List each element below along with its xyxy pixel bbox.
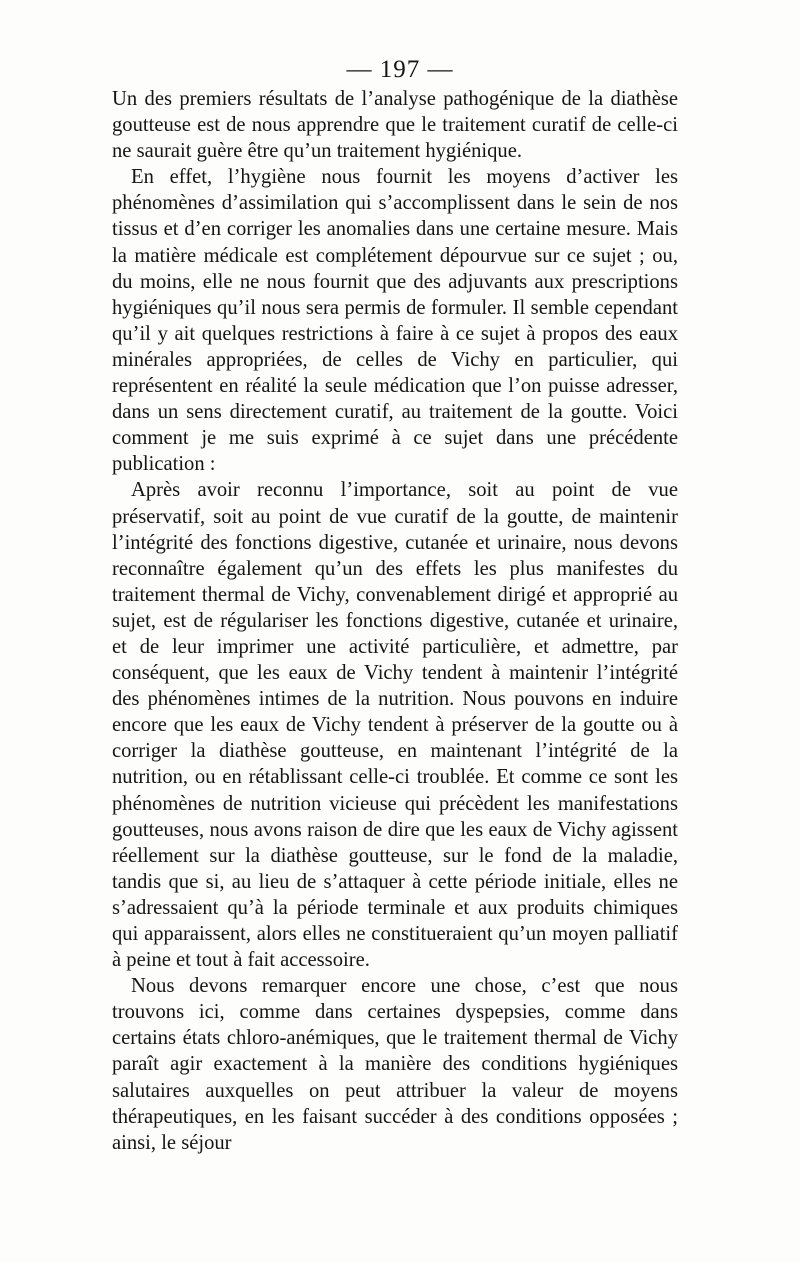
paragraph-4: Nous devons remarquer encore une chose, c’est que nous trouvons ici, comme dans certaines dyspepsies, comme dans certains états chloro-anémiques, que le traitement thermal de Vichy paraît agir exactement à la manière des conditions hygiéniques salutaires auxquelles on peut attribuer la valeur de moyens thérapeutiques, en les faisant succéder à des conditions opposées ; ainsi, le séjour [112,975,678,1154]
page-number: — 197 — [346,56,454,83]
paragraph-3: Après avoir reconnu l’importance, soit au point de vue préservatif, soit au point de vue curatif de la goutte, de maintenir l’intégrité des fonctions digestive, cutanée et urinaire, nous devons reconnaître également qu’un des effets les plus manifestes du traitement thermal de Vichy, convenablement dirigé et approprié au sujet, est de régulariser les fonctions digestive, cutanée et urinaire, et de leur imprimer une activité particulière, et admettre, par conséquent, que les eaux de Vichy tendent à maintenir l’intégrité des phénomènes intimes de la nutrition. Nous pouvons en induire encore que les eaux de Vichy tendent à préserver de la goutte ou à corriger la diathèse goutteuse, en maintenant l’intégrité de la nutrition, ou en rétablissant celle-ci troublée. Et comme ce sont les phénomènes de nutrition vicieuse qui précèdent les manifestations goutteuses, nous avons raison de dire que les eaux de Vichy agissent réellement sur la diathèse goutteuse, sur le fond de la maladie, tandis que si, au lieu de s’attaquer à cette période initiale, elles ne s’adressaient qu’à la période terminale et aux produits chimiques qui apparaissent, alors elles ne constitueraient qu’un moyen palliatif à peine et tout à fait accessoire. [112,479,678,972]
body-text [112,86,678,1156]
paragraph-2: En effet, l’hygiène nous fournit les moyens d’activer les phénomènes d’assimilation qui s’accomplissent dans le sein de nos tissus et d’en corriger les anomalies dans une certaine mesure. Mais la matière médicale est complétement dépourvue sur ce sujet ; ou, du moins, elle ne nous fournit que des adjuvants aux prescriptions hygiéniques qu’il nous sera permis de formuler. Il semble cependant qu’il y ait quelques restrictions à faire à ce sujet à propos des eaux minérales appropriées, de celles de Vichy en particulier, qui représentent en réalité la seule médication que l’on puisse adresser, dans un sens directement curatif, au traitement de la goutte. Voici comment je me suis exprimé à ce sujet dans une précédente publication : [112,166,678,476]
paragraph-1: Un des premiers résultats de l’analyse pathogénique de la diathèse goutteuse est de nous apprendre que le traitement curatif de celle-ci ne saurait guère être qu’un traitement hygiénique. [112,88,678,163]
